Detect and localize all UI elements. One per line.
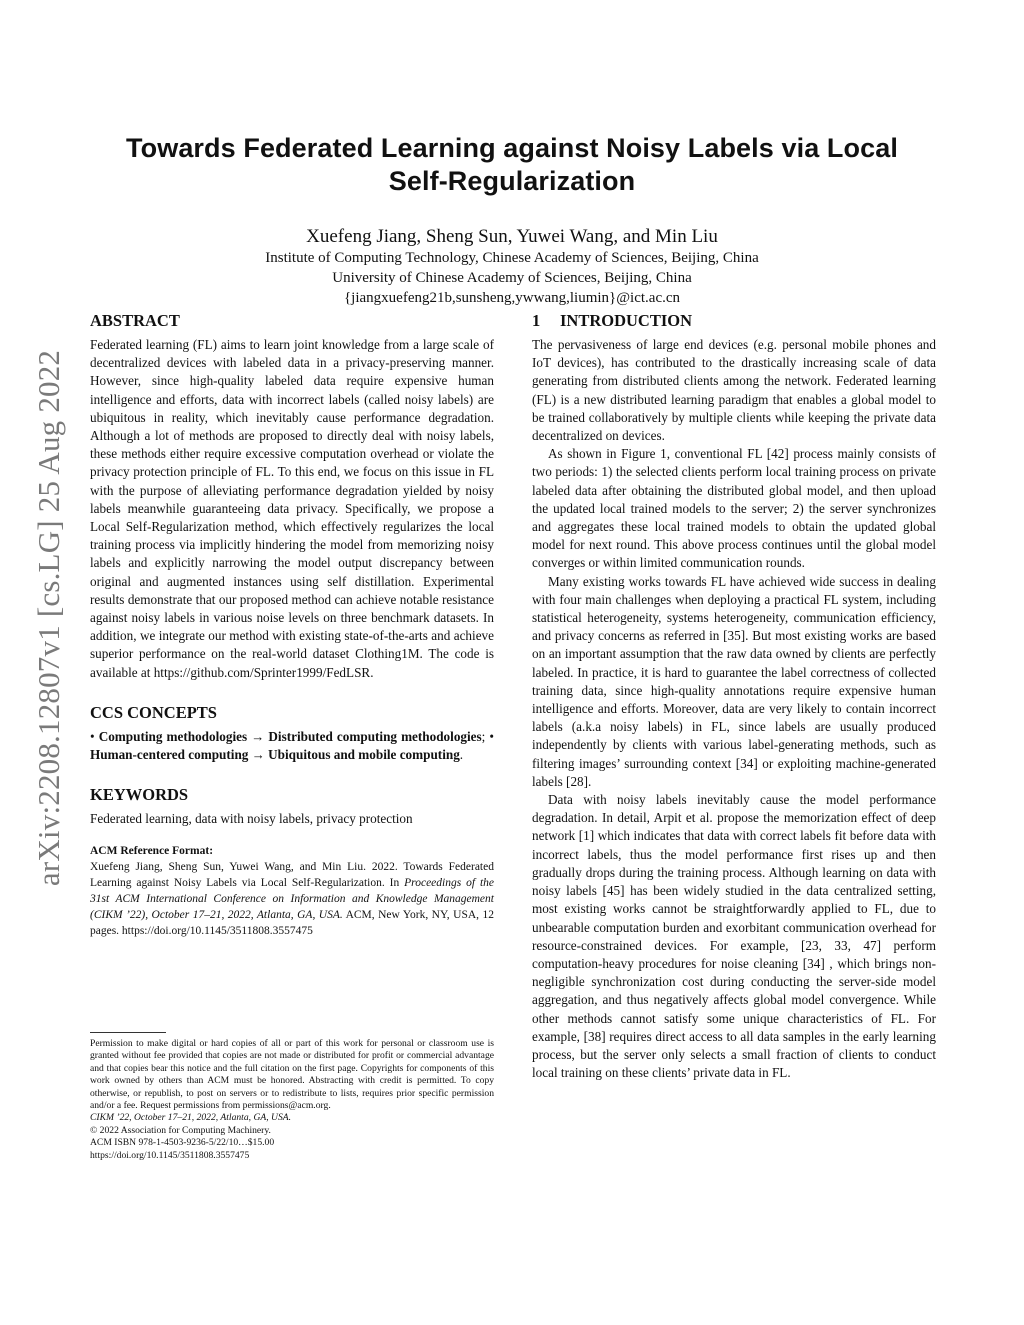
- acm-reference-heading: ACM Reference Format:: [90, 845, 214, 858]
- affiliation-2: University of Chinese Academy of Sciences, Beijing, China: [332, 270, 692, 286]
- right-column: [532, 310, 936, 1082]
- permission-notice: [90, 1038, 494, 1162]
- title-line-2: Self-Regularization: [388, 166, 636, 196]
- isbn-line: ACM ISBN 978-1-4503-9236-5/22/10…$15.00: [90, 1137, 275, 1149]
- section-number: 1: [532, 311, 541, 330]
- title-line-1: Towards Federated Learning against Noisy Labels via Local: [126, 133, 898, 163]
- acm-reference-venue: Proceedings of the 31st ACM International Conference on Information and Knowledge Management (CIKM ’22), October 17–21, 2022, Atlanta, GA, USA.: [90, 877, 494, 922]
- ccs-end: .: [459, 747, 464, 763]
- paper-title: [90, 132, 934, 198]
- arxiv-identifier: arXiv:2208.12807v1 [cs.LG] 25 Aug 2022: [31, 349, 66, 887]
- keywords-text: Federated learning, data with noisy labels, privacy protection: [90, 811, 413, 827]
- left-column: [90, 310, 494, 939]
- conference-line: CIKM ’22, October 17–21, 2022, Atlanta, GA, USA.: [90, 1112, 292, 1124]
- copyright-line: © 2022 Association for Computing Machinery.: [90, 1124, 271, 1136]
- introduction-heading: [532, 310, 936, 332]
- intro-paragraph-4: Data with noisy labels inevitably cause the model performance degradation. In detail, Arpit et al. propose the memorization effect of deep network [1] which indicates that data with correct labels fit before data with incorrect labels, thus the model performance first rises up and then gradually drops during the training process. Although learning on data with noisy labels [45] has been widely studied in the data centralized setting, most existing works cannot be straightforwardly applied to FL, due to unbearable computation burden and exorbitant communication overhead for resource-constrained devices. For example, [23, 33, 47] perform computation-heavy procedures for noise cleaning [34] , which brings non-negligible synchronization cost during conducting the server-side model aggregation, and thus negatively affects global model convergence. While other methods cannot satisfy some unique characteristics of FL. For example, [38] requires direct access to all data samples in the early learning process, but the server only selects a small fraction of clients to conduct local training on these clients’ private data in FL.: [532, 792, 936, 1081]
- abstract-heading: ABSTRACT: [90, 311, 180, 330]
- intro-paragraph-1: The pervasiveness of large end devices (e.g. personal mobile phones and IoT devices), has contributed to the drastically increasing scale of data generating from distributed clients among the network. Federated learning (FL) is a new distributed learning paradigm that enables a global model to be trained collaboratively by multiple clients while keeping the private data decentralized on devices.: [532, 337, 936, 444]
- doi-line: https://doi.org/10.1145/3511808.3557475: [90, 1149, 250, 1161]
- authors: Xuefeng Jiang, Sheng Sun, Yuwei Wang, and Min Liu: [306, 226, 718, 247]
- footnote-rule: [90, 1032, 166, 1033]
- keywords-heading: KEYWORDS: [90, 785, 189, 805]
- intro-paragraph-3: Many existing works towards FL have achieved wide success in dealing with four main challenges when deploying a practical FL system, including statistical heterogeneity, systems heterogeneity, communication efficiency, and privacy concerns as referred in [35]. But most existing works are based on an important assumption that the raw data owned by clients are perfectly labeled. In practice, it is hard to guarantee the label correctness of collected training data, since high-quality annotations require expensive human intelligence and efforts. Moreover, data are very likely to contain incorrect labels (a.k.a noisy labels) in FL, since labels are usually produced independently by clients with various label-generating methods, such as filtering images’ surrounding context [34] or exploiting machine-generated labels [28].: [532, 573, 936, 789]
- acm-reference-part-b: ACM, New York, NY, USA, 12 pages. https://doi.org/10.1145/3511808.3557475: [90, 909, 494, 938]
- ccs-concept-1: Computing methodologies → Distributed computing methodologies: [98, 728, 482, 744]
- ccs-concepts: • Computing methodologies → Distributed computing methodologies; • Human-centered computing → Ubiquitous and mobile computing.: [90, 728, 494, 763]
- title-block: [90, 132, 934, 308]
- acm-reference-part-a: Xuefeng Jiang, Sheng Sun, Yuwei Wang, and Min Liu. 2022. Towards Federated Learning against Noisy Labels via Local Self-Regularization. In: [90, 861, 494, 890]
- ccs-heading: CCS CONCEPTS: [90, 702, 217, 722]
- section-title: INTRODUCTION: [560, 311, 693, 330]
- abstract-text: Federated learning (FL) aims to learn joint knowledge from a large scale of decentralized devices with labeled data in a privacy-preserving manner. However, since high-quality labeled data require expensive human intelligence and efforts, data with incorrect labels (called noisy labels) are ubiquitous in reality, which inevitably cause performance degradation. Although a lot of methods are proposed to directly deal with noisy labels, these methods either require excessive computation overhead or violate the privacy protection principle of FL. To this end, we focus on this issue in FL with the purpose of alleviating performance degradation yielded by noisy labels meanwhile guaranteeing data privacy. Specifically, we propose a Local Self-Regularization method, which effectively regularizes the local training process via implicitly hindering the model from memorizing noisy labels and explicitly narrowing the model output discrepancy between original and augmented instances using self distillation. Experimental results demonstrate that our proposed method can achieve notable resistance against noisy labels in various noise levels on three benchmark datasets. In addition, we integrate our method with existing state-of-the-arts and achieve superior performance on the real-world dataset Clothing1M. The code is available at https://github.com/Sprinter1999/FedLSR.: [90, 337, 494, 680]
- affiliation-1: Institute of Computing Technology, Chinese Academy of Sciences, Beijing, China: [265, 250, 759, 266]
- ccs-concept-2: Human-centered computing → Ubiquitous and mobile computing: [90, 747, 460, 763]
- author-emails: {jiangxuefeng21b,sunsheng,ywwang,liumin}@ict.ac.cn: [343, 290, 681, 306]
- ccs-separator: ; •: [481, 728, 494, 744]
- intro-paragraph-2: As shown in Figure 1, conventional FL [42] process mainly consists of two periods: 1) the selected clients perform local training process on private labeled data after obtaining the distributed global model, and then upload the updated local trained models to the server; 2) the server synchronizes and aggregates these local trained models to obtain the updated global model for next round. This above process continues until the global model converges or within limited communication rounds.: [532, 446, 936, 571]
- permission-text: Permission to make digital or hard copies of all or part of this work for personal or classroom use is granted without fee provided that copies are not made or distributed for profit or commercial advantage and that copies bear this notice and the full citation on the first page. Copyrights for components of this work owned by others than ACM must be honored. Abstracting with credit is permitted. To copy otherwise, or republish, to post on servers or to redistribute to lists, requires prior specific permission and/or a fee. Request permissions from permissions@acm.org.: [90, 1038, 494, 1112]
- acm-reference-text: [90, 859, 494, 939]
